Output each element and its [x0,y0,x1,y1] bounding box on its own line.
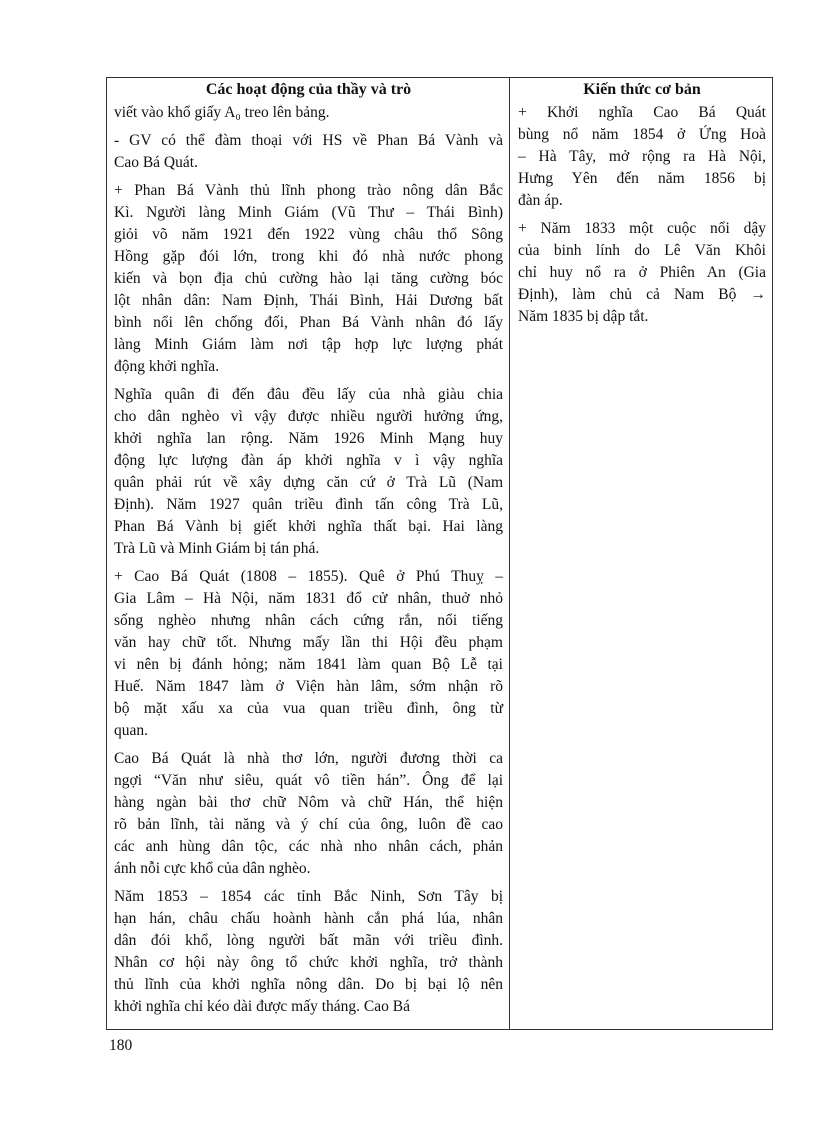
text-line: sống nghèo nhưng nhân cách cứng rắn, nổi tiếng [114,612,503,629]
right-column-body [518,102,766,328]
text-line: lột nhân dân: Nam Định, Thái Bình, Hải Dương bất [114,292,503,309]
paragraph [114,102,503,124]
text-line: Nghĩa quân đi đến đâu đều lấy của nhà giàu chia [114,386,503,403]
text-line: + Phan Bá Vành thủ lĩnh phong trào nông dân Bắc [114,182,503,199]
text-line: chỉ huy nổ ra ở Phiên An (Gia [518,264,766,281]
text-line: rõ bản lĩnh, tài năng và ý chí của ông, luôn đề cao [114,816,503,833]
text-line: khởi nghĩa chỉ kéo dài được mấy tháng. Cao Bá [114,998,410,1015]
text-line: quân phải rút về xây dựng căn cứ ở Trà Lũ (Nam [114,474,503,491]
text-line: + Khởi nghĩa Cao Bá Quát [518,104,766,121]
paragraph [518,102,766,212]
right-column-header: Kiến thức cơ bản [583,81,701,98]
paragraph [114,180,503,378]
text-line: Hồng gặp đói lớn, trong khi đó nhà nước phong [114,248,503,265]
text-line: + Cao Bá Quát (1808 – 1855). Quê ở Phú Thuỵ – [114,568,503,585]
text-line: hạn hán, châu chấu hoành hành cắn phá lúa, nhân [114,910,503,927]
text-line: hàng ngàn bài thơ chữ Nôm và chữ Hán, thể hiện [114,794,503,811]
text-line: Nhân cơ hội này ông tổ chức khởi nghĩa, trở thành [114,954,503,971]
text-line: động lực lượng đàn áp khởi nghĩa v ì vậy nghĩa [114,452,503,469]
text-line: dân đói khổ, lòng người bất mãn với triều đình. [114,932,503,949]
left-column-body [114,102,503,1018]
text-line: Hưng Yên đến năm 1856 bị [518,170,766,187]
text-line: viết vào khổ giấy A₀ treo lên bảng. [114,104,330,121]
text-line: động khởi nghĩa. [114,358,220,375]
text-line: bình nổi lên chống đối, Phan Bá Vành nhân đó lấy [114,314,503,331]
text-line: bùng nổ năm 1854 ở Ứng Hoà [518,126,766,143]
text-line: quan. [114,722,149,739]
paragraph [518,218,766,328]
text-line: đàn áp. [518,192,563,209]
text-line: vi nên bị đánh hỏng; năm 1841 làm quan Bộ Lễ tại [114,656,503,673]
text-line: Cao Bá Quát. [114,154,198,171]
teacher-student-activities-column [107,78,510,1029]
text-line: giỏi võ năm 1921 đến 1922 vùng châu thổ Sông [114,226,503,243]
text-line: kiến và bọn địa chủ cường hào lại tăng cường bóc [114,270,503,287]
page-number: 180 [109,1037,133,1054]
text-line: Huế. Năm 1847 làm ở Viện hàn lâm, sớm nhận rõ [114,678,503,695]
left-column-header: Các hoạt động của thầy và trò [205,81,412,98]
text-line: - GV có thể đàm thoại với HS về Phan Bá Vành và [114,132,503,149]
text-line: Kì. Người làng Minh Giám (Vũ Thư – Thái Bình) [114,204,503,221]
lesson-table [106,77,773,1030]
text-line: Gia Lâm – Hà Nội, năm 1831 đổ cử nhân, thuở nhỏ [114,590,503,607]
text-line: Định). Năm 1927 quân triều đình tấn công Trà Lũ, [114,496,503,513]
paragraph [114,384,503,560]
paragraph [114,886,503,1018]
text-line: Năm 1835 bị dập tắt. [518,308,649,325]
text-line: Trà Lũ và Minh Giám bị tán phá. [114,540,320,557]
text-line: khởi nghĩa lan rộng. Năm 1926 Minh Mạng huy [114,430,503,447]
text-line: Năm 1853 – 1854 các tỉnh Bắc Ninh, Sơn Tây bị [114,888,503,905]
text-line: + Năm 1833 một cuộc nổi dậy [518,220,766,237]
paragraph [114,130,503,174]
text-line: bộ mặt xấu xa của vua quan triều đình, ông từ [114,700,503,717]
text-line: – Hà Tây, mở rộng ra Hà Nội, [518,148,766,165]
text-line: văn hay chữ tốt. Nhưng mấy lần thi Hội đều phạm [114,634,503,651]
text-line: các anh hùng dân tộc, các nhà nho nhân cách, phản [114,838,503,855]
text-line: Định), làm chủ cả Nam Bộ → [518,286,766,303]
basic-knowledge-column [510,78,772,1029]
text-line: cho dân nghèo vì vậy được nhiều người hưởng ứng, [114,408,503,425]
paragraph [114,566,503,742]
text-line: làng Minh Giám làm nơi tập hợp lực lượng phát [114,336,503,353]
text-line: Phan Bá Vành bị giết khởi nghĩa thất bại. Hai làng [114,518,503,535]
text-line: Cao Bá Quát là nhà thơ lớn, người đương thời ca [114,750,503,767]
text-line: ngợi “Văn như siêu, quát vô tiền hán”. Ông để lại [114,772,503,789]
text-line: của binh lính do Lê Văn Khôi [518,242,766,259]
paragraph [114,748,503,880]
text-line: thủ lĩnh của khởi nghĩa nông dân. Do bị bại lộ nên [114,976,503,993]
text-line: ánh nỗi cực khổ của dân nghèo. [114,860,311,877]
